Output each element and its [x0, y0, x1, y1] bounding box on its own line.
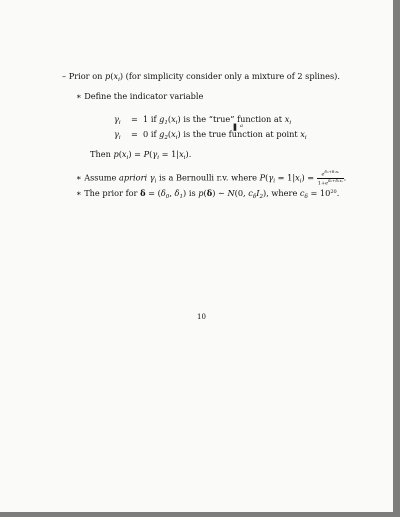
- apriori-text: apriori: [119, 172, 148, 183]
- prior-heading: – Prior on $p(x_i)$ (for simplicity consider only a mixture of 2 splines).: [62, 71, 340, 83]
- logistic-fraction: [317, 170, 344, 187]
- exponent: 20: [330, 189, 337, 195]
- scan-edge-bottom: [0, 512, 400, 517]
- bernoulli-text: is a Bernoulli r.v. where: [156, 172, 260, 183]
- gamma-lhs: $\gamma_i$: [114, 129, 121, 141]
- prior-delta-text: The prior for: [84, 188, 141, 198]
- then-line: Then $p(x_i) = P(\gamma_i = 1|x_i)$.: [90, 149, 192, 161]
- equation-gamma-one: [114, 114, 334, 124]
- assume-text: Assume: [84, 172, 119, 183]
- stray-handwritten-mark: a: [240, 123, 243, 129]
- star-bullet: ∗: [76, 91, 82, 101]
- star-bullet: ∗: [76, 188, 82, 198]
- equals-sign: =: [131, 129, 138, 139]
- assume-line: ∗ Assume apriori $\gamma_i$ is a Bernoulli r.v. where $P(\gamma_i = 1|x_i)$ = $\frac{e^{\delta_0+\delta_1xᵢ}}{1+e^{\delta_0+\delta_1xᵢ}}$ .: [76, 169, 347, 187]
- dash-bullet: –: [62, 71, 67, 81]
- define-line: [76, 92, 203, 100]
- page-number: 10: [197, 313, 206, 321]
- equals-sign: =: [131, 114, 138, 124]
- fraction-numerator: $e^{\delta_0+\delta_1xᵢ}$: [317, 170, 344, 179]
- then-text: Then: [90, 149, 114, 159]
- gamma-lhs: $\gamma_i$: [114, 114, 121, 126]
- stray-cursor-mark: ❚: [232, 122, 238, 131]
- star-bullet: ∗: [76, 172, 82, 183]
- prior-delta-line: ∗ The prior for $\delta = (\delta_0$, $\delta_1$) is p(δ) ∼ N(0, $c_\delta I_2$), where $c_\delta = 10^{20}$.: [76, 188, 340, 200]
- define-text: Define the indicator variable: [84, 91, 204, 101]
- prior-heading-suffix: (for simplicity consider only a mixture of 2 splines).: [123, 71, 340, 81]
- equation-rhs: 1 if $g_1(x_i)$ is the “true” function at $x_i$: [143, 114, 292, 126]
- fraction-denominator: $1+e^{\delta_0+\delta_1xᵢ}$: [317, 177, 343, 187]
- scan-edge-right: [393, 0, 400, 517]
- equation-rhs: 0 if $g_2(x_i)$ is the true function at point $x_i$: [143, 129, 307, 141]
- prior-heading-text: Prior on: [68, 71, 105, 81]
